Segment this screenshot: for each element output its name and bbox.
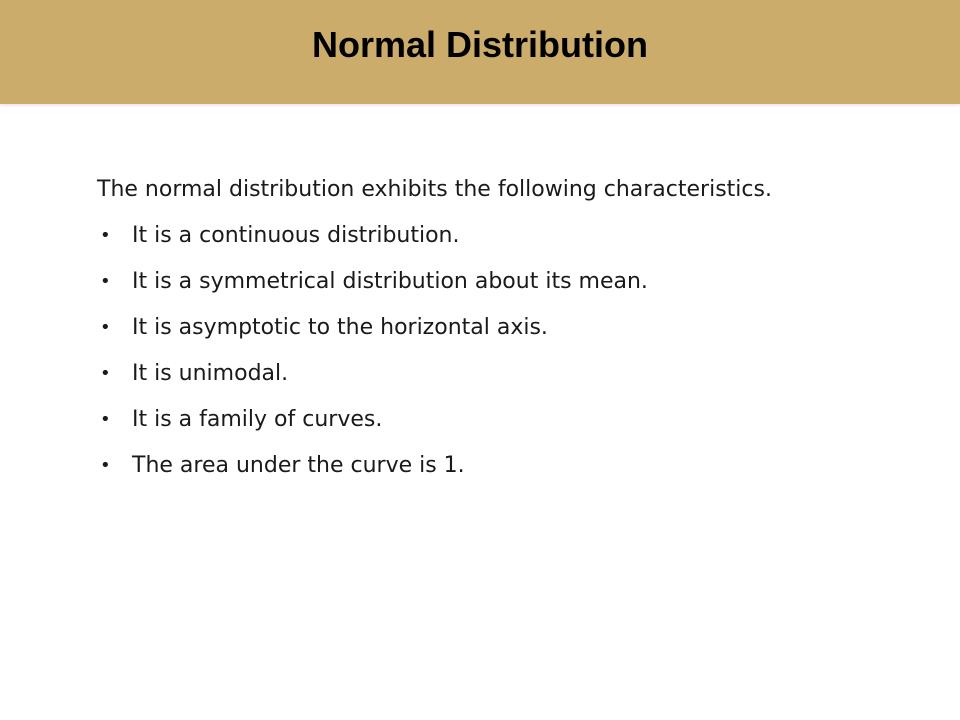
bullet-dot-icon: • [100,409,111,430]
list-item [97,446,917,492]
title-band [0,0,960,104]
bullet-dot-icon: • [100,455,111,476]
bullet-dot-icon: • [100,271,111,292]
intro-text: The normal distribution exhibits the following characteristics. [97,177,772,202]
slide-content [97,170,917,492]
bullet-dot-icon: • [100,225,111,246]
bullet-text: It is a family of curves. [132,407,383,432]
list-item [97,308,917,354]
bullet-dot-icon: • [100,363,111,384]
bullet-list [97,216,917,492]
bullet-text: It is a continuous distribution. [132,223,460,248]
bullet-text: It is a symmetrical distribution about its mean. [132,269,648,294]
list-item [97,216,917,262]
list-item [97,262,917,308]
bullet-text: The area under the curve is 1. [132,453,465,478]
list-item [97,400,917,446]
bullet-text: It is unimodal. [132,361,289,386]
list-item [97,354,917,400]
bullet-dot-icon: • [100,317,111,338]
bullet-text: It is asymptotic to the horizontal axis. [132,315,548,340]
slide-title: Normal Distribution [311,24,648,65]
